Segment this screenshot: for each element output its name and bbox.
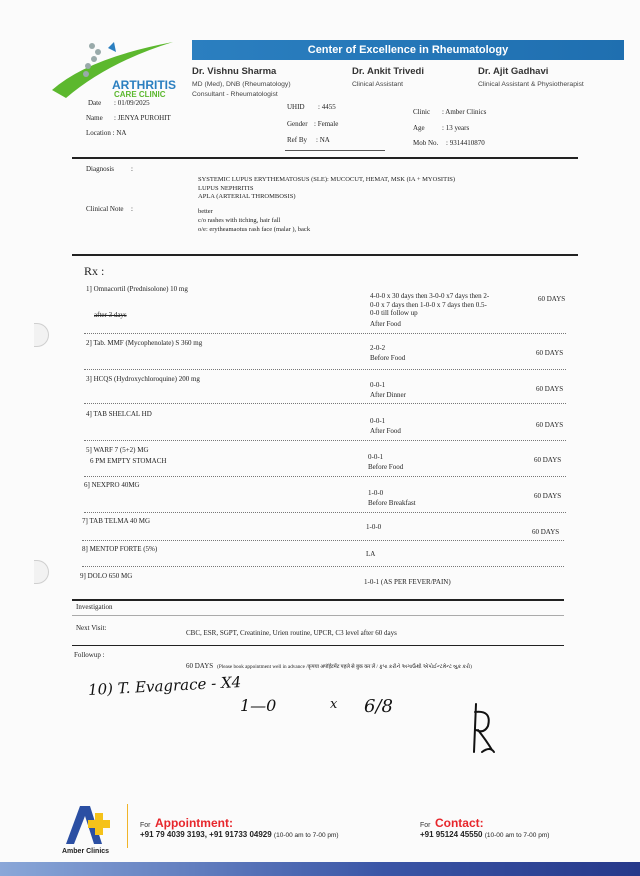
date-value: : 01/09/2025 xyxy=(114,99,150,107)
rx-item-2-days: 60 DAYS xyxy=(536,349,564,357)
doctor-2-role: Clinical Assistant xyxy=(352,81,403,88)
rx-item-6-dose-line-1: 1-0-0 xyxy=(368,489,384,497)
rx-divider-8 xyxy=(82,566,564,567)
rx-item-2-dose-line-1: 2-0-2 xyxy=(370,344,386,352)
rx-divider-3 xyxy=(84,403,566,404)
appointment-title: Appointment: xyxy=(154,816,233,830)
footer-brand: Amber Clinics xyxy=(62,848,110,855)
clinic-value: : Amber Clinics xyxy=(442,108,487,116)
followup-days: 60 DAYS xyxy=(186,662,214,670)
rx-item-1-dose xyxy=(370,292,530,328)
rx-item-5-sub: 6 PM EMPTY STOMACH xyxy=(90,457,167,465)
rx-item-8-name: 8] MENTOP FORTE (5%) xyxy=(82,545,158,553)
divider-top xyxy=(72,157,578,159)
gender-value: : Female xyxy=(314,120,339,128)
rx-item-6-dose xyxy=(368,488,416,508)
rx-item-1-dose-line-2: 0-0 x 7 days then 1-0-0 x 7 days then 0.5- xyxy=(370,300,487,309)
footer-bar xyxy=(0,862,640,876)
rx-item-4-dose xyxy=(370,416,401,436)
rx-item-3-days: 60 DAYS xyxy=(536,385,564,393)
rx-item-1-days: 60 DAYS xyxy=(538,295,566,303)
handwritten-rx-line: 10) T. Evagrace - X4 xyxy=(87,673,242,699)
signature-icon xyxy=(462,700,502,756)
gender-label: Gender xyxy=(287,120,308,128)
punch-hole-bottom xyxy=(34,560,49,584)
appointment-time: (10-00 am to 7-00 pm) xyxy=(273,832,339,839)
rx-item-1-dose-line-1: 4-0-0 x 30 days then 3-0-0 x7 days then 2- xyxy=(370,292,490,300)
appointment-numbers[interactable]: +91 79 4039 3193, +91 91733 04929 xyxy=(140,830,272,839)
doctor-1 xyxy=(192,66,342,100)
rx-item-4-name: 4] TAB SHELCAL HD xyxy=(86,410,152,418)
name-value: : JENYA PUROHIT xyxy=(114,114,171,122)
rx-item-2-name: 2] Tab. MMF (Mycophenolate) S 360 mg xyxy=(86,339,203,347)
divider-rx-end xyxy=(72,599,564,601)
rx-divider-7 xyxy=(82,540,564,541)
handwritten-duration: 6/8 xyxy=(364,696,393,717)
doctor-3-role: Clinical Assistant & Physiotherapist xyxy=(478,81,584,88)
clinical-note-block xyxy=(198,207,310,234)
logo-text-1: ARTHRITIS xyxy=(112,78,176,92)
name-label: Name xyxy=(86,114,103,122)
contact-for: For xyxy=(420,822,431,829)
rx-item-9-name: 9] DOLO 650 MG xyxy=(80,572,133,580)
doctor-1-role: Consultant - Rheumatologist xyxy=(192,91,278,98)
logo-text-2: CARE CLINIC xyxy=(114,90,166,99)
mob-label: Mob No. xyxy=(413,139,439,147)
clinical-note-label: Clinical Note xyxy=(86,205,124,213)
rx-item-6-name: 6] NEXPRO 40MG xyxy=(84,481,140,489)
rx-item-5-dose-line-2: Before Food xyxy=(368,463,404,471)
rx-item-9-dose: 1-0-1 (AS PER FEVER/PAIN) xyxy=(364,578,451,586)
rx-item-5-days: 60 DAYS xyxy=(534,456,562,464)
rx-divider-4 xyxy=(84,440,566,441)
followup-note: (Please book appointment well in advance /कृपया अपॉईंटमेंट पहले से बुक कर लें / કૃપા કરીને અગાઉથી એપોઈન્ટમેન્ટ બુક કરો) xyxy=(217,664,472,670)
rx-item-5-dose-line-1: 0-0-1 xyxy=(368,453,384,461)
mob-value: : 9314410870 xyxy=(446,139,485,147)
uhid-label: UHID xyxy=(287,103,305,111)
rx-divider-6 xyxy=(84,512,566,513)
diagnosis-line-1: SYSTEMIC LUPUS ERYTHEMATOSUS (SLE): MUCOCUT, HEMAT, MSK (IA + MYOSITIS) xyxy=(198,176,456,183)
doctor-1-name: Dr. Vishnu Sharma xyxy=(192,66,277,77)
rx-item-6-dose-line-2: Before Breakfast xyxy=(368,499,416,507)
rx-item-1-dose-line-4: After Food xyxy=(370,319,401,328)
rx-item-1-sub: after 3 days xyxy=(94,311,127,319)
rx-item-6-days: 60 DAYS xyxy=(534,492,562,500)
clinical-note-line-1: better xyxy=(198,208,213,215)
rx-item-4-days: 60 DAYS xyxy=(536,421,564,429)
rx-item-3-dose-line-2: After Dinner xyxy=(370,391,406,399)
doctor-signature xyxy=(462,700,502,761)
rx-item-5-name: 5] WARF 7 (5+2) MG xyxy=(86,446,149,454)
investigation-label: Investigation xyxy=(76,603,113,611)
doctor-1-qualification: MD (Med), DNB (Rheumatology) xyxy=(192,81,291,88)
followup-value xyxy=(186,655,556,673)
banner-title: Center of Excellence in Rheumatology xyxy=(192,40,624,60)
handwritten-dose: 1—0 xyxy=(240,696,277,715)
rx-item-4-dose-line-2: After Food xyxy=(370,427,401,435)
rx-item-4-dose-line-1: 0-0-1 xyxy=(370,417,386,425)
rx-divider-2 xyxy=(84,369,566,370)
refby-value: : NA xyxy=(316,136,330,144)
diagnosis-line-3: APLA (ARTERIAL THROMBOSIS) xyxy=(198,193,296,200)
divider-under-patient xyxy=(285,150,385,151)
rx-divider-5 xyxy=(84,476,566,477)
rx-item-3-name: 3] HCQS (Hydroxychloroquine) 200 mg xyxy=(86,375,200,383)
rx-heading: Rx : xyxy=(84,264,105,278)
clinical-note-colon: : xyxy=(131,205,133,213)
doctor-3 xyxy=(478,66,628,90)
contact-number-row xyxy=(420,830,549,839)
diagnosis-block xyxy=(198,176,455,202)
rx-item-8-dose: LA xyxy=(366,550,376,558)
rx-item-2-dose-line-2: Before Food xyxy=(370,354,406,362)
age-value: : 13 years xyxy=(442,124,470,132)
contact-time: (10-00 am to 7-00 pm) xyxy=(484,832,550,839)
diagnosis-label: Diagnosis xyxy=(86,165,114,173)
refby-label: Ref By xyxy=(287,136,308,144)
location-field: Location : NA xyxy=(86,129,127,137)
followup-label: Followup : xyxy=(74,651,105,659)
rx-item-3-dose xyxy=(370,380,406,400)
rx-item-1-name: 1] Omnacortil (Prednisolone) 10 mg xyxy=(86,285,188,293)
punch-hole-top xyxy=(34,323,49,347)
clinical-note-line-2: c/o rashes with itching, hair fall xyxy=(198,217,281,224)
rx-item-1-dose-line-3: 0-0 till follow up xyxy=(370,309,418,317)
divider-next-visit xyxy=(72,645,564,646)
uhid-value: : 4455 xyxy=(318,103,336,111)
divider-investigation xyxy=(72,615,564,616)
rx-item-5-dose xyxy=(368,452,403,472)
doctor-3-name: Dr. Ajit Gadhavi xyxy=(478,66,549,77)
rx-divider-1 xyxy=(84,333,566,334)
clinical-note-line-3: o/e: erytheamaotus rash face (malar ), back xyxy=(198,226,311,233)
diagnosis-colon: : xyxy=(131,165,133,173)
date-label: Date xyxy=(88,99,102,107)
diagnosis-line-2: LUPUS NEPHRITIS xyxy=(198,184,254,192)
contact-title: Contact: xyxy=(434,816,484,830)
appointment-numbers-row xyxy=(140,830,339,839)
footer-separator xyxy=(127,804,128,848)
appointment-for: For xyxy=(140,822,151,829)
amber-logo xyxy=(62,802,112,846)
next-visit-value: CBC, ESR, SGPT, Creatinine, Urien routine, UPCR, C3 level after 60 days xyxy=(186,629,397,637)
doctor-2-name: Dr. Ankit Trivedi xyxy=(352,66,424,77)
rx-item-3-dose-line-1: 0-0-1 xyxy=(370,381,386,389)
handwritten-times: x xyxy=(330,697,338,712)
next-visit-label: Next Visit: xyxy=(76,624,107,632)
age-label: Age xyxy=(413,124,425,132)
contact-number[interactable]: +91 95124 45550 xyxy=(420,830,483,839)
rx-item-7-days: 60 DAYS xyxy=(532,528,560,536)
rx-item-7-name: 7] TAB TELMA 40 MG xyxy=(82,517,151,525)
clinic-label: Clinic xyxy=(413,108,431,116)
amber-logo-icon xyxy=(62,802,112,846)
rx-item-2-dose xyxy=(370,343,405,363)
rx-item-7-dose: 1-0-0 xyxy=(366,523,382,531)
divider-diagnosis xyxy=(72,254,578,256)
doctor-2 xyxy=(352,66,472,90)
